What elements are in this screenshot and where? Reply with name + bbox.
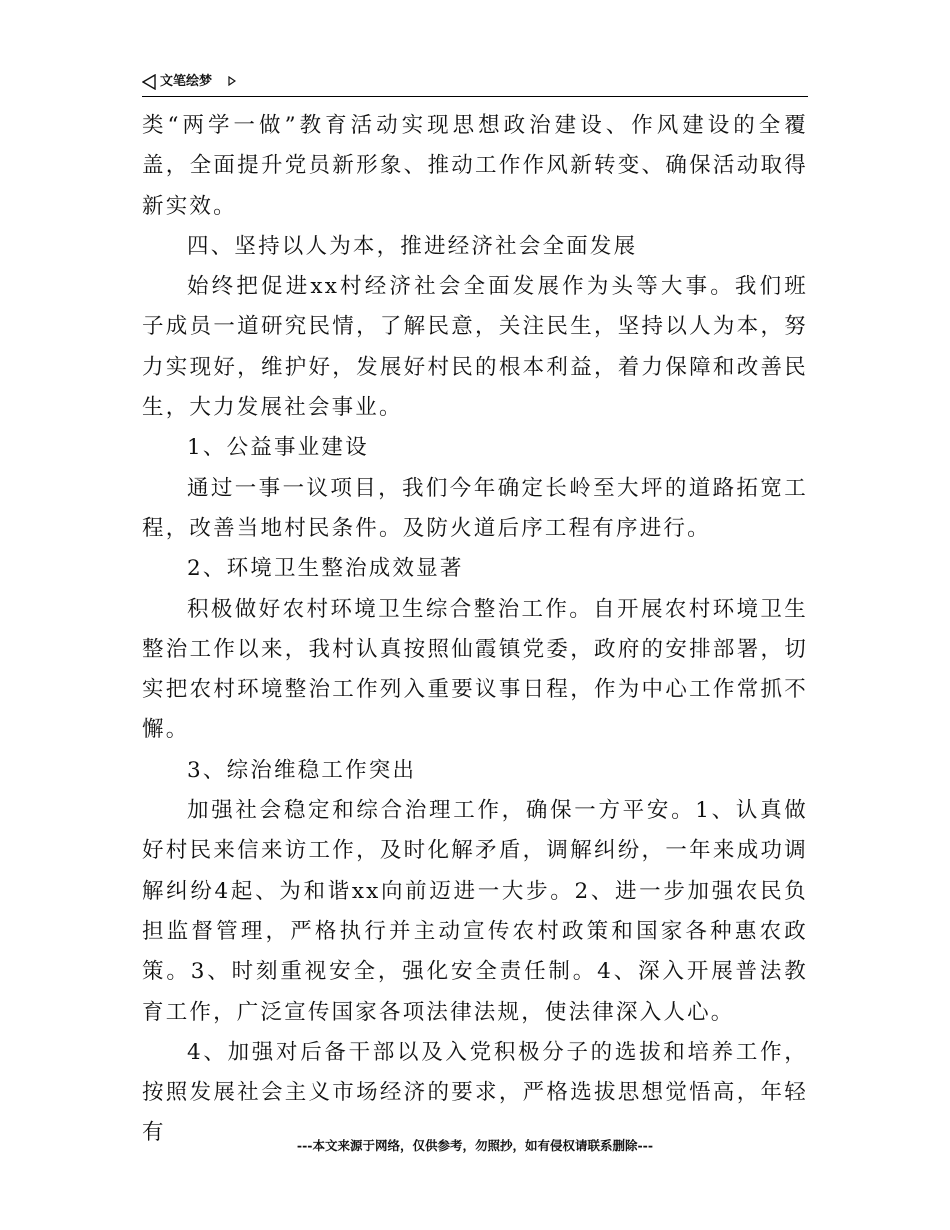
header-brand: 文笔绘梦 [160,74,213,89]
section-heading-4: 四、坚持以人为本，推进经济社会全面发展 [187,233,638,259]
paragraph-4: 积极做好农村环境卫生综合整治工作。自开展农村环境卫生整治工作以来，我村认真按照仙霞镇党委，政府的安排部署，切实把农村环境整治工作列入重要议事日程，作为中心工作常抓不懈。 [142,596,808,743]
paragraph-3: 通过一事一议项目，我们今年确定长岭至大坪的道路拓宽工程，改善当地村民条件。及防火道后序工程有序进行。 [142,475,808,541]
paragraph-1: 类“两学一做”教育活动实现思想政治建设、作风建设的全覆盖，全面提升党员新形象、推动工作作风新转变、确保活动取得新实效。 [142,113,808,219]
page-header [142,72,808,97]
paragraph-2: 始终把促进xx村经济社会全面发展作为头等大事。我们班子成员一道研究民情，了解民意，关注民生，坚持以人为本，努力实现好，维护好，发展好村民的根本利益，着力保障和改善民生，大力发展社会事业。 [142,274,808,421]
page-footer: ---本文来源于网络，仅供参考，勿照抄，如有侵权请联系删除--- [296,1138,654,1153]
subheading-2: 2、环境卫生整治成效显著 [187,556,464,582]
paragraph-6: 4、加强对后备干部以及入党积极分子的选拔和培养工作，按照发展社会主义市场经济的要求，严格选拔思想觉悟高，年轻有 [142,1039,808,1146]
document-body [142,106,808,1154]
subheading-3: 3、综治维稳工作突出 [187,757,417,783]
triangle-right-small-icon [228,76,236,86]
triangle-left-icon [142,74,156,90]
subheading-1: 1、公益事业建设 [187,435,369,461]
paragraph-5: 加强社会稳定和综合治理工作，确保一方平安。1、认真做好村民来信来访工作，及时化解矛盾，调解纠纷，一年来成功调解纠纷4起、为和谐xx向前迈进一大步。2、进一步加强农民负担监督管理，严格执行并主动宣传农村政策和国家各种惠农政策。3、时刻重视安全，强化安全责任制。4、深入开展普法教育工作，广泛宣传国家各项法律法规，使法律深入人心。 [142,798,808,1025]
